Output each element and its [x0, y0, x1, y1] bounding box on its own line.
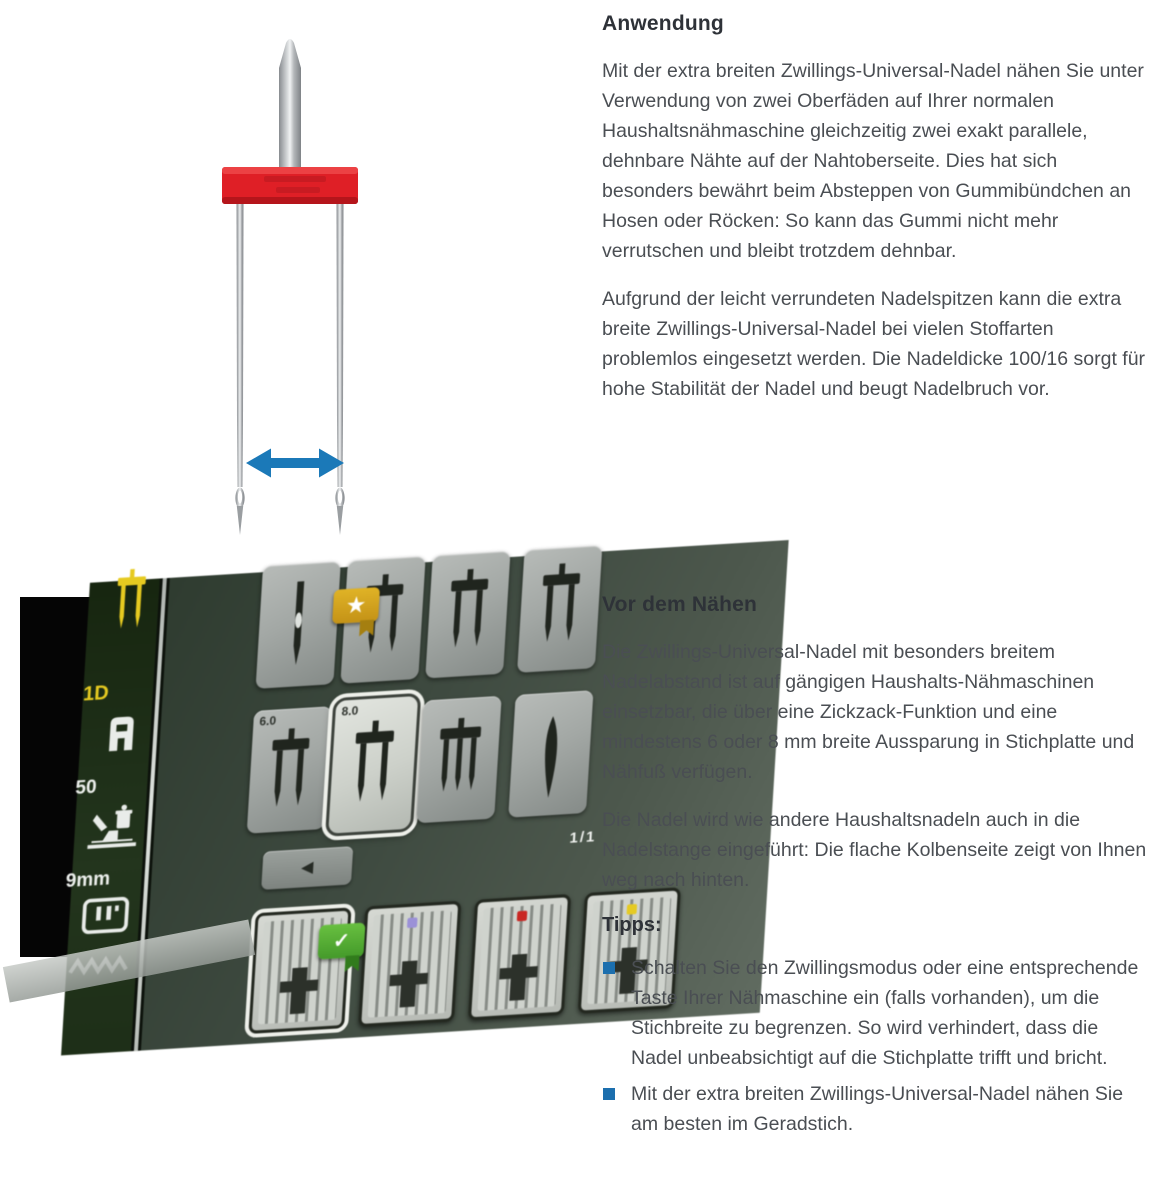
needle-red-holder	[222, 167, 358, 204]
tile-twin-6mm	[247, 706, 332, 833]
anwendung-paragraph-2: Aufgrund der leicht verrundeten Nadelspitzen kann die extra breite Zwillings-Universal-Nadel bei vielen Stoffarten problemlos eingesetzt werden. Die Nadeldicke 100/16 sorgt für hohe Stabilität der Nadel und beugt Nadelbruch vor.	[602, 288, 1146, 400]
vor-dem-naehen-paragraph-2: Die Nadel wird wie andere Haushaltsnadeln auch in die Nadelstange eingeführt: Die flache Kolbenseite zeigt von Ihnen weg nach hinten.	[602, 809, 1147, 891]
section-anwendung	[602, 12, 1147, 422]
bullet-square-icon	[603, 962, 615, 974]
page-indicator: 1/1	[569, 828, 597, 848]
stitch-mode-label: 1D	[82, 681, 110, 706]
tipp-text: Mit der extra breiten Zwillings-Universal-Nadel nähen Sie am besten im Geradstich.	[631, 1083, 1124, 1135]
star-icon: ★	[332, 587, 380, 624]
plate-dot-red	[517, 911, 528, 922]
needle-left	[235, 204, 244, 535]
vor-dem-naehen-paragraph-1: Die Zwillings-Universal-Nadel mit besonders breitem Nadelabstand ist auf gängigen Haushalts-Nähmaschinen einsetzbar, die über eine Zickzack-Funktion und eine mindestens 6 oder 8 mm breite Aussparung in Stichplatte und Nähfuß verfügen.	[602, 641, 1135, 783]
tile-8-label: 8.0	[341, 703, 359, 719]
twin-needle-product-image[interactable]	[180, 10, 480, 580]
list-item	[602, 953, 1147, 1073]
presser-foot-top-icon	[103, 710, 140, 758]
sewing-machine-display-photo[interactable]	[20, 593, 597, 957]
width-arrow-icon	[246, 449, 344, 478]
needle-shank	[279, 39, 301, 168]
stitch-width-label: 9mm	[65, 868, 111, 892]
tile-twin-needle	[517, 545, 602, 672]
tile-twin-8mm-selected	[325, 693, 421, 837]
tile-wing-needle	[508, 690, 593, 817]
previous-page-button: ◀	[261, 846, 353, 890]
tipp-text: Schalten Sie den Zwillingsmodus oder eine entsprechende Taste Ihrer Nähmaschine ein (falls vorhanden), um die Stichbreite zu begrenzen. So wird verhindert, dass die Nadel unbeabsichtigt auf die Stichplatte trifft und bricht.	[631, 957, 1139, 1069]
stitch-plate-icon	[80, 895, 130, 936]
tipps-list	[602, 953, 1147, 1139]
tile-single-needle	[256, 561, 341, 688]
vor-dem-naehen-heading: Vor dem Nähen	[602, 593, 758, 616]
twin-needle-mode-icon	[106, 561, 155, 648]
presser-foot-side-icon	[83, 800, 142, 854]
tile-stitch-plate	[468, 894, 571, 1021]
foot-number-label: 50	[74, 776, 98, 800]
plate-dot-purple	[407, 917, 418, 928]
anwendung-heading: Anwendung	[602, 12, 724, 35]
anwendung-paragraph-1: Mit der extra breiten Zwillings-Universal-Nadel nähen Sie unter Verwendung von zwei Oberfäden auf Ihrer normalen Haushaltsnähmaschine gleichzeitig zwei exakt parallele, dehnbare Nähte auf der Nahtoberseite. Dies hat sich besonders bewährt beim Absteppen von Gummibündchen an Hosen oder Röcken: So kann das Gummi nicht mehr verrutschen und bleibt trotzdem dehnbar.	[602, 60, 1144, 262]
tipps-heading: Tipps:	[602, 914, 662, 936]
needle-right	[335, 204, 344, 535]
selected-check-badge	[317, 923, 365, 968]
favorite-star-badge	[332, 587, 380, 632]
twin-needle-illustration	[180, 10, 480, 580]
tile-twin-needle	[425, 551, 510, 678]
check-icon: ✓	[318, 923, 366, 960]
section-vor-dem-naehen	[602, 593, 1147, 1145]
tile-6-label: 6.0	[259, 713, 277, 729]
list-item	[602, 1079, 1147, 1139]
tile-triple-needle	[416, 696, 501, 823]
tile-stitch-plate	[358, 901, 461, 1028]
bullet-square-icon	[603, 1088, 615, 1100]
